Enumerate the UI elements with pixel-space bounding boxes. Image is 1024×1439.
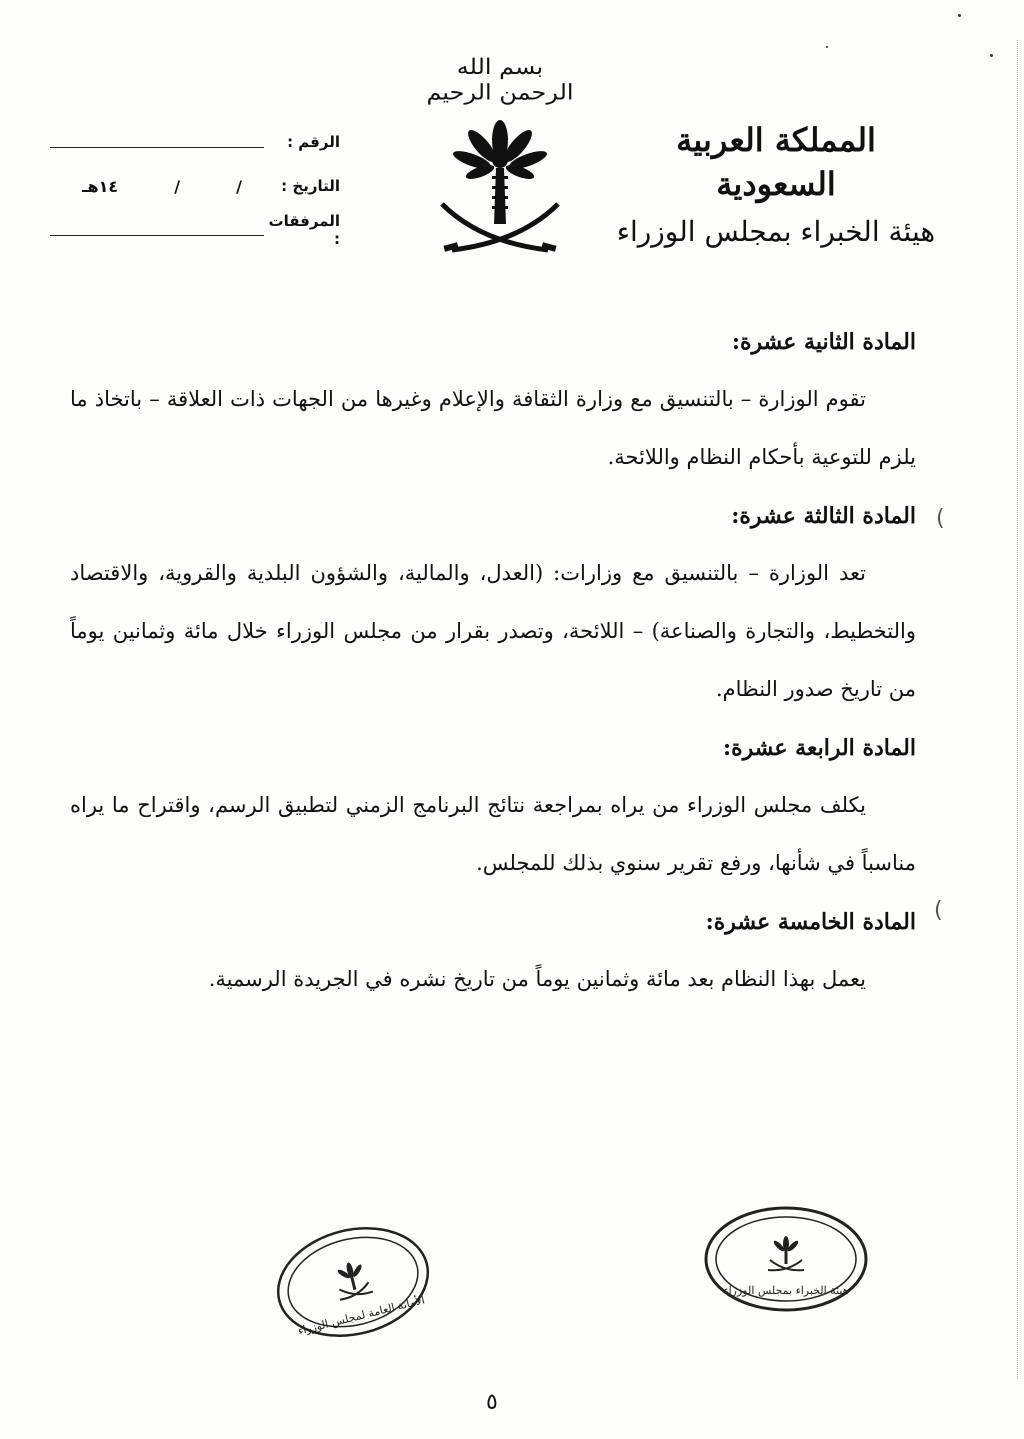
- attachments-line: [50, 225, 264, 236]
- page-number: ٥: [486, 1390, 498, 1415]
- scan-speck: [958, 14, 961, 17]
- date-year: ١٤هـ: [82, 176, 119, 196]
- article-text: يكلف مجلس الوزراء من يراه بمراجعة نتائج البرنامج الزمني لتطبيق الرسم، واقتراح ما يراه مناسباً في شأنها، ورفع تقرير سنوي بذلك للمجلس.: [70, 793, 916, 875]
- date-row: [50, 164, 340, 208]
- seal-stamp-right: [702, 1204, 870, 1314]
- article-text: تقوم الوزارة – بالتنسيق مع وزارة الثقافة والإعلام وغيرها من الجهات ذات العلاقة – باتخاذ ما يلزم للتوعية بأحكام النظام واللائحة.: [70, 387, 916, 469]
- article-heading: المادة الثالثة عشرة:: [731, 503, 916, 529]
- article-heading: المادة الثانية عشرة:: [731, 329, 916, 355]
- article-heading: المادة الرابعة عشرة:: [722, 735, 916, 761]
- seal-left-text: الأمانة العامة لمجلس الوزراء: [296, 1293, 427, 1338]
- date-slash: /: [236, 176, 242, 196]
- organization-header: [616, 118, 936, 252]
- reference-number-line: [50, 137, 264, 148]
- scan-edge: [1016, 40, 1018, 1379]
- date-value: [50, 177, 270, 196]
- article-text: يعمل بهذا النظام بعد مائة وثمانين يوماً من تاريخ نشره في الجريدة الرسمية.: [208, 967, 866, 991]
- seal-stamp-left: [260, 1206, 445, 1358]
- seal-right-text: هيئة الخبراء بمجلس الوزراء: [723, 1284, 849, 1297]
- palm-and-swords-icon: [430, 112, 570, 262]
- date-slash: /: [174, 176, 181, 196]
- scan-speck: [826, 46, 828, 48]
- article-heading: المادة الخامسة عشرة:: [705, 909, 916, 935]
- basmala: بسم الله الرحمن الرحيم: [426, 54, 574, 105]
- date-label: التاريخ :: [281, 177, 340, 195]
- reference-fields: [50, 120, 340, 252]
- reference-number-row: [50, 120, 340, 164]
- kingdom-name: المملكة العربية السعودية: [676, 121, 876, 203]
- document-body: [70, 318, 916, 1014]
- margin-mark: (: [936, 506, 945, 531]
- attachments-row: [50, 208, 340, 252]
- margin-mark: (: [934, 898, 943, 923]
- article-text: تعد الوزارة – بالتنسيق مع وزارات: (العدل، والمالية، والشؤون البلدية والقروية، والاقتصاد والتخطيط، والتجارة والصناعة) – اللائحة، وتصدر بقرار من مجلس الوزراء خلال مائة وثمانين يوماً من تاريخ صدور النظام.: [70, 561, 916, 701]
- attachments-label: المرفقات :: [268, 212, 340, 248]
- scan-speck: [990, 54, 993, 57]
- reference-number-label: الرقم :: [287, 133, 340, 151]
- bureau-name: هيئة الخبراء بمجلس الوزراء: [616, 215, 936, 248]
